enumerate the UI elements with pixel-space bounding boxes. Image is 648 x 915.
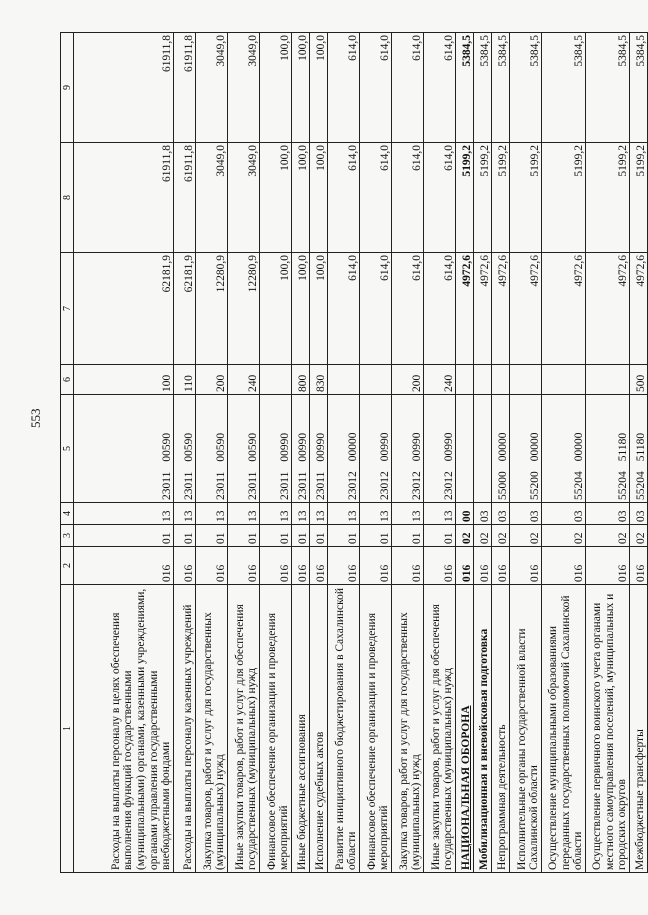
col-target-article bbox=[424, 395, 456, 503]
col-expense-type bbox=[492, 365, 510, 395]
col-expense-type: 110 bbox=[174, 365, 196, 395]
column-header: 1 bbox=[61, 585, 74, 873]
col-amount-year2: 5199,2 bbox=[542, 143, 586, 253]
table-row bbox=[474, 33, 492, 873]
col-target-article bbox=[174, 395, 196, 503]
col-ministry-code: 016 bbox=[174, 547, 196, 585]
col-amount-year2: 61911,8 bbox=[174, 143, 196, 253]
target-article-part1: 23011 bbox=[161, 471, 173, 500]
row-name: Осуществление муниципальными образованиями переданных государственных полномочий Сахалинской области bbox=[542, 585, 586, 873]
target-article-part1: 23012 bbox=[379, 471, 391, 500]
col-subsection: 13 bbox=[196, 503, 228, 525]
col-subsection: 13 bbox=[392, 503, 424, 525]
col-amount-year3: 614,0 bbox=[424, 33, 456, 143]
row-name: Мобилизационная и вневойсковая подготовка bbox=[474, 585, 492, 873]
col-amount-year2: 5199,2 bbox=[510, 143, 542, 253]
target-article-part1: 55000 bbox=[497, 471, 509, 500]
rotated-table-container bbox=[60, 33, 647, 873]
col-section: 02 bbox=[474, 525, 492, 547]
col-amount-year2: 614,0 bbox=[424, 143, 456, 253]
col-amount-year1: 614,0 bbox=[360, 253, 392, 365]
col-amount-year3: 100,0 bbox=[310, 33, 328, 143]
row-name: Иные закупки товаров, работ и услуг для обеспечения государственных (муниципальных) нужд bbox=[424, 585, 456, 873]
col-amount-year1: 4972,6 bbox=[630, 253, 648, 365]
col-target-article bbox=[542, 395, 586, 503]
target-article-part1: 55200 bbox=[529, 471, 541, 500]
target-article-part2: 00990 bbox=[315, 432, 327, 462]
col-ministry-code: 016 bbox=[456, 547, 474, 585]
col-target-article bbox=[292, 395, 310, 503]
col-amount-year1: 4972,6 bbox=[542, 253, 586, 365]
row-name: Межбюджетные трансферты bbox=[630, 585, 648, 873]
col-subsection: 13 bbox=[74, 503, 174, 525]
target-article-part2: 51180 bbox=[617, 432, 629, 462]
col-amount-year3: 100,0 bbox=[292, 33, 310, 143]
row-name: Иные закупки товаров, работ и услуг для обеспечения государственных (муниципальных) нужд bbox=[228, 585, 260, 873]
col-ministry-code: 016 bbox=[392, 547, 424, 585]
col-amount-year2: 614,0 bbox=[360, 143, 392, 253]
header-row bbox=[61, 33, 74, 873]
col-amount-year1: 614,0 bbox=[328, 253, 360, 365]
target-article-part2: 00590 bbox=[247, 432, 259, 462]
col-section: 01 bbox=[424, 525, 456, 547]
col-ministry-code: 016 bbox=[74, 547, 174, 585]
col-amount-year3: 5384,5 bbox=[630, 33, 648, 143]
target-article-part2: 00990 bbox=[379, 432, 391, 462]
table-row bbox=[492, 33, 510, 873]
row-name: Закупка товаров, работ и услуг для государственных (муниципальных) нужд bbox=[392, 585, 424, 873]
col-subsection: 03 bbox=[474, 503, 492, 525]
budget-table bbox=[60, 32, 648, 873]
column-header: 2 bbox=[61, 547, 74, 585]
target-article-part2: 00990 bbox=[411, 432, 423, 462]
col-target-article bbox=[510, 395, 542, 503]
col-amount-year3: 3049,0 bbox=[196, 33, 228, 143]
column-header: 5 bbox=[61, 395, 74, 503]
col-amount-year2: 3049,0 bbox=[196, 143, 228, 253]
col-amount-year2: 100,0 bbox=[310, 143, 328, 253]
target-article-part1: 23011 bbox=[215, 471, 227, 500]
table-row bbox=[630, 33, 648, 873]
col-amount-year1: 12280,9 bbox=[196, 253, 228, 365]
col-expense-type bbox=[456, 365, 474, 395]
col-subsection: 13 bbox=[360, 503, 392, 525]
col-subsection: 13 bbox=[228, 503, 260, 525]
col-ministry-code: 016 bbox=[196, 547, 228, 585]
col-section: 02 bbox=[586, 525, 630, 547]
row-name: НАЦИОНАЛЬНАЯ ОБОРОНА bbox=[456, 585, 474, 873]
col-ministry-code: 016 bbox=[492, 547, 510, 585]
col-section: 02 bbox=[456, 525, 474, 547]
col-target-article bbox=[474, 395, 492, 503]
col-ministry-code: 016 bbox=[424, 547, 456, 585]
col-amount-year1: 62181,9 bbox=[174, 253, 196, 365]
col-amount-year1: 4972,6 bbox=[492, 253, 510, 365]
col-subsection: 13 bbox=[260, 503, 292, 525]
col-amount-year2: 5199,2 bbox=[630, 143, 648, 253]
col-amount-year3: 614,0 bbox=[328, 33, 360, 143]
target-article-part2: 00000 bbox=[529, 432, 541, 462]
col-expense-type: 200 bbox=[392, 365, 424, 395]
col-amount-year1: 62181,9 bbox=[74, 253, 174, 365]
col-amount-year2: 614,0 bbox=[328, 143, 360, 253]
row-name: Расходы на выплаты персоналу казенных учреждений bbox=[174, 585, 196, 873]
target-article-part2: 00000 bbox=[573, 432, 585, 462]
target-article-part1: 23011 bbox=[315, 471, 327, 500]
col-ministry-code: 016 bbox=[586, 547, 630, 585]
target-article-part1: 23011 bbox=[183, 471, 195, 500]
row-name: Закупка товаров, работ и услуг для государственных (муниципальных) нужд bbox=[196, 585, 228, 873]
target-article-part2: 00590 bbox=[161, 432, 173, 462]
target-article-part2: 00990 bbox=[279, 432, 291, 462]
col-ministry-code: 016 bbox=[228, 547, 260, 585]
target-article-part2: 51180 bbox=[635, 432, 647, 462]
col-amount-year2: 3049,0 bbox=[228, 143, 260, 253]
col-expense-type: 500 bbox=[630, 365, 648, 395]
col-amount-year2: 5199,2 bbox=[586, 143, 630, 253]
col-subsection: 03 bbox=[510, 503, 542, 525]
col-amount-year3: 100,0 bbox=[260, 33, 292, 143]
col-section: 01 bbox=[260, 525, 292, 547]
row-name: Исполнение судебных актов bbox=[310, 585, 328, 873]
col-section: 01 bbox=[228, 525, 260, 547]
col-amount-year2: 5199,2 bbox=[492, 143, 510, 253]
col-subsection: 13 bbox=[424, 503, 456, 525]
target-article-part1: 23012 bbox=[411, 471, 423, 500]
col-subsection: 13 bbox=[292, 503, 310, 525]
target-article-part1: 23012 bbox=[347, 471, 359, 500]
target-article-part2: 00590 bbox=[183, 432, 195, 462]
target-article-part2: 00990 bbox=[297, 432, 309, 462]
col-section: 01 bbox=[328, 525, 360, 547]
col-target-article bbox=[586, 395, 630, 503]
col-amount-year1: 4972,6 bbox=[474, 253, 492, 365]
table-row bbox=[228, 33, 260, 873]
table-row bbox=[260, 33, 292, 873]
col-expense-type bbox=[328, 365, 360, 395]
col-target-article bbox=[310, 395, 328, 503]
col-ministry-code: 016 bbox=[510, 547, 542, 585]
table-body bbox=[74, 33, 648, 873]
col-amount-year2: 5199,2 bbox=[456, 143, 474, 253]
column-header: 7 bbox=[61, 253, 74, 365]
table-row bbox=[310, 33, 328, 873]
col-amount-year1: 614,0 bbox=[392, 253, 424, 365]
target-article-part2: 00590 bbox=[215, 432, 227, 462]
col-subsection: 13 bbox=[174, 503, 196, 525]
target-article-part2: 00990 bbox=[443, 432, 455, 462]
col-section: 01 bbox=[174, 525, 196, 547]
col-section: 02 bbox=[542, 525, 586, 547]
col-section: 02 bbox=[510, 525, 542, 547]
col-subsection: 03 bbox=[630, 503, 648, 525]
table-row bbox=[392, 33, 424, 873]
target-article-part1: 23011 bbox=[297, 471, 309, 500]
col-amount-year3: 614,0 bbox=[360, 33, 392, 143]
col-amount-year1: 12280,9 bbox=[228, 253, 260, 365]
column-header: 3 bbox=[61, 525, 74, 547]
col-expense-type: 240 bbox=[228, 365, 260, 395]
target-article-part1: 23011 bbox=[279, 471, 291, 500]
column-header: 9 bbox=[61, 33, 74, 143]
col-amount-year2: 100,0 bbox=[292, 143, 310, 253]
row-name: Расходы на выплаты персоналу в целях обеспечения выполнения функций государственными (муниципальными) органами, казенными учреждениями, органами управления государственными внебюджетными фондами bbox=[74, 585, 174, 873]
row-name: Осуществление первичного воинского учета органами местного самоуправления поселений, муниципальных и городских округов bbox=[586, 585, 630, 873]
col-section: 01 bbox=[392, 525, 424, 547]
column-header: 4 bbox=[61, 503, 74, 525]
col-amount-year2: 61911,8 bbox=[74, 143, 174, 253]
col-amount-year3: 61911,8 bbox=[174, 33, 196, 143]
col-target-article bbox=[260, 395, 292, 503]
col-expense-type: 200 bbox=[196, 365, 228, 395]
col-expense-type bbox=[586, 365, 630, 395]
table-row bbox=[586, 33, 630, 873]
col-ministry-code: 016 bbox=[360, 547, 392, 585]
col-target-article bbox=[328, 395, 360, 503]
col-expense-type: 240 bbox=[424, 365, 456, 395]
row-name: Финансовое обеспечение организации и проведения мероприятий bbox=[360, 585, 392, 873]
col-section: 01 bbox=[360, 525, 392, 547]
page-number: 553 bbox=[28, 408, 43, 428]
col-amount-year1: 4972,6 bbox=[510, 253, 542, 365]
target-article-part1: 55204 bbox=[617, 471, 629, 500]
table-row bbox=[424, 33, 456, 873]
col-expense-type bbox=[542, 365, 586, 395]
col-amount-year2: 614,0 bbox=[392, 143, 424, 253]
row-name: Иные бюджетные ассигнования bbox=[292, 585, 310, 873]
col-amount-year2: 100,0 bbox=[260, 143, 292, 253]
col-ministry-code: 016 bbox=[630, 547, 648, 585]
target-article-part2: 00000 bbox=[497, 432, 509, 462]
col-ministry-code: 016 bbox=[328, 547, 360, 585]
row-name: Развитие инициативного бюджетирования в Сахалинской области bbox=[328, 585, 360, 873]
col-amount-year2: 5199,2 bbox=[474, 143, 492, 253]
col-amount-year3: 5384,5 bbox=[542, 33, 586, 143]
table-row bbox=[360, 33, 392, 873]
target-article-part1: 55204 bbox=[573, 471, 585, 500]
col-amount-year1: 614,0 bbox=[424, 253, 456, 365]
col-amount-year3: 5384,5 bbox=[586, 33, 630, 143]
col-section: 01 bbox=[292, 525, 310, 547]
target-article-part1: 23012 bbox=[443, 471, 455, 500]
column-header: 8 bbox=[61, 143, 74, 253]
col-amount-year3: 614,0 bbox=[392, 33, 424, 143]
col-subsection: 13 bbox=[328, 503, 360, 525]
table-row bbox=[456, 33, 474, 873]
target-article-part1: 23011 bbox=[247, 471, 259, 500]
table-row bbox=[196, 33, 228, 873]
col-amount-year3: 5384,5 bbox=[510, 33, 542, 143]
col-target-article bbox=[196, 395, 228, 503]
col-target-article bbox=[456, 395, 474, 503]
col-section: 01 bbox=[196, 525, 228, 547]
col-subsection: 03 bbox=[492, 503, 510, 525]
col-expense-type bbox=[260, 365, 292, 395]
col-ministry-code: 016 bbox=[292, 547, 310, 585]
table-row bbox=[328, 33, 360, 873]
col-subsection: 03 bbox=[586, 503, 630, 525]
col-target-article bbox=[630, 395, 648, 503]
col-amount-year1: 100,0 bbox=[310, 253, 328, 365]
row-name: Финансовое обеспечение организации и проведения мероприятий bbox=[260, 585, 292, 873]
table-row bbox=[510, 33, 542, 873]
col-amount-year1: 100,0 bbox=[260, 253, 292, 365]
column-header: 6 bbox=[61, 365, 74, 395]
col-target-article bbox=[228, 395, 260, 503]
row-name: Непрограммная деятельность bbox=[492, 585, 510, 873]
col-ministry-code: 016 bbox=[260, 547, 292, 585]
col-amount-year1: 4972,6 bbox=[586, 253, 630, 365]
col-amount-year3: 5384,5 bbox=[456, 33, 474, 143]
col-section: 02 bbox=[492, 525, 510, 547]
col-target-article bbox=[492, 395, 510, 503]
col-subsection: 00 bbox=[456, 503, 474, 525]
col-expense-type: 830 bbox=[310, 365, 328, 395]
col-target-article bbox=[392, 395, 424, 503]
table-row bbox=[74, 33, 174, 873]
col-subsection: 13 bbox=[310, 503, 328, 525]
col-subsection: 03 bbox=[542, 503, 586, 525]
table-row bbox=[174, 33, 196, 873]
col-amount-year3: 61911,8 bbox=[74, 33, 174, 143]
col-section: 01 bbox=[74, 525, 174, 547]
col-section: 02 bbox=[630, 525, 648, 547]
col-amount-year1: 4972,6 bbox=[456, 253, 474, 365]
col-amount-year1: 100,0 bbox=[292, 253, 310, 365]
col-expense-type: 800 bbox=[292, 365, 310, 395]
col-expense-type: 100 bbox=[74, 365, 174, 395]
table-row bbox=[542, 33, 586, 873]
col-amount-year3: 3049,0 bbox=[228, 33, 260, 143]
target-article-part1: 55204 bbox=[635, 471, 647, 500]
col-target-article bbox=[74, 395, 174, 503]
col-amount-year3: 5384,5 bbox=[492, 33, 510, 143]
col-section: 01 bbox=[310, 525, 328, 547]
col-expense-type bbox=[474, 365, 492, 395]
col-expense-type bbox=[510, 365, 542, 395]
col-ministry-code: 016 bbox=[542, 547, 586, 585]
col-expense-type bbox=[360, 365, 392, 395]
row-name: Исполнительные органы государственной власти Сахалинской области bbox=[510, 585, 542, 873]
col-ministry-code: 016 bbox=[310, 547, 328, 585]
col-ministry-code: 016 bbox=[474, 547, 492, 585]
col-target-article bbox=[360, 395, 392, 503]
table-row bbox=[292, 33, 310, 873]
target-article-part2: 00000 bbox=[347, 432, 359, 462]
col-amount-year3: 5384,5 bbox=[474, 33, 492, 143]
